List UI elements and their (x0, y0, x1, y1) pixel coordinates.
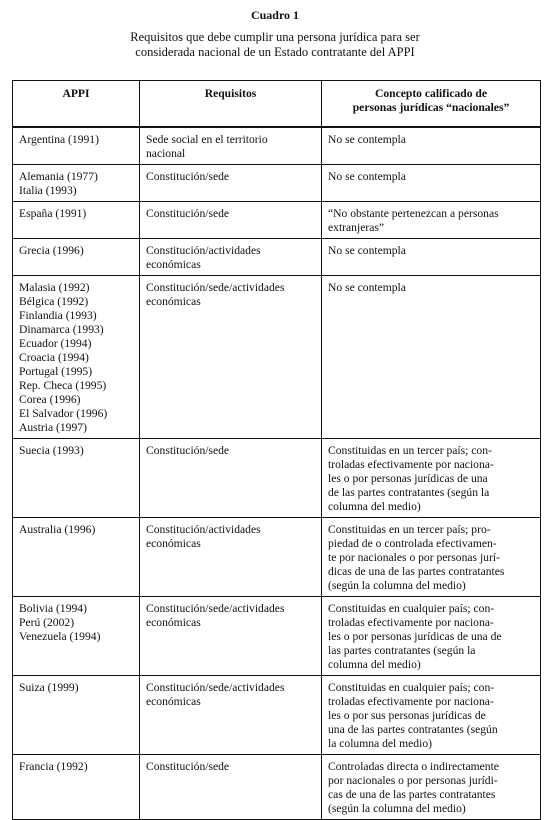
table-caption: Cuadro 1 (250, 8, 300, 22)
header-label: APPI (62, 87, 90, 100)
header-concepto (322, 81, 541, 128)
table-title-line: Requisitos que debe cumplir una persona jurídica para ser (130, 30, 420, 44)
appi-cell (13, 676, 140, 755)
concepto-cell (322, 202, 541, 239)
appi-cell (13, 276, 140, 439)
cell-text: (según la columna del medio) (328, 579, 466, 592)
cell-text: les o por sus personas jurídicas de (328, 709, 486, 722)
cell-text: Constitución/sede (146, 760, 230, 773)
table-title (0, 30, 550, 60)
cell-text: Suiza (1999) (19, 681, 79, 694)
requisitos-cell (140, 755, 322, 820)
table-row (13, 676, 541, 755)
cell-text: económicas (146, 258, 201, 271)
cell-text: económicas (146, 695, 201, 708)
appi-cell (13, 239, 140, 276)
concepto-cell (322, 127, 541, 165)
appi-cell (13, 755, 140, 820)
header-label: personas jurídicas “nacionales” (352, 101, 510, 114)
cell-text: económicas (146, 537, 201, 550)
cell-text: El Salvador (1996) (19, 407, 108, 420)
cell-text: troladas efectivamente por naciona- (328, 458, 494, 471)
cell-text: Portugal (1995) (19, 365, 93, 378)
requisitos-cell (140, 239, 322, 276)
cell-text: Constitución/sede (146, 170, 230, 183)
cell-text: Italia (1993) (19, 184, 77, 197)
requisitos-cell (140, 202, 322, 239)
cell-text: nacional (146, 147, 186, 160)
cell-text: Constituidas en cualquier país; con- (328, 681, 495, 694)
cell-text: Corea (1996) (19, 393, 81, 406)
requisitos-cell (140, 518, 322, 597)
cell-text: Venezuela (1994) (19, 630, 101, 643)
cell-text: dicas de una de las partes contratantes (328, 565, 505, 578)
appi-cell (13, 127, 140, 165)
cell-text: Alemania (1977) (19, 170, 98, 183)
cell-text: Controladas directa o indirectamente (328, 760, 499, 773)
cell-text: Constituidas en cualquier país; con- (328, 602, 495, 615)
cell-text: las partes contratantes (según la (328, 644, 476, 657)
cell-text: No se contempla (328, 133, 406, 146)
cell-text: la columna del medio) (328, 737, 432, 750)
cell-text: Ecuador (1994) (19, 337, 92, 350)
header-label: Requisitos (204, 87, 257, 100)
cell-text: No se contempla (328, 170, 406, 183)
concepto-cell (322, 439, 541, 518)
header-requisitos (140, 81, 322, 128)
concepto-cell (322, 676, 541, 755)
cell-text: Constitución/sede/actividades (146, 681, 285, 694)
table-row (13, 276, 541, 439)
cell-text: Constitución/sede (146, 444, 230, 457)
cell-text: No se contempla (328, 244, 406, 257)
cell-text: Finlandia (1993) (19, 309, 97, 322)
cell-text: (según la columna del medio) (328, 802, 466, 815)
concepto-cell (322, 518, 541, 597)
table-row (13, 202, 541, 239)
header-row (13, 81, 541, 128)
requisitos-cell (140, 276, 322, 439)
cell-text: Constitución/actividades (146, 244, 261, 257)
cell-text: Rep. Checa (1995) (19, 379, 107, 392)
cell-text: les o por personas jurídicas de una de (328, 630, 502, 643)
concepto-cell (322, 755, 541, 820)
requisitos-cell (140, 597, 322, 676)
table-row (13, 239, 541, 276)
table-row (13, 518, 541, 597)
cell-text: Bélgica (1992) (19, 295, 89, 308)
cell-text: por nacionales o por personas jurídi- (328, 774, 498, 787)
requisitos-cell (140, 676, 322, 755)
cell-text: columna del medio) (328, 658, 421, 671)
requisitos-cell (140, 127, 322, 165)
cell-text: piedad de o controlada efectivamen- (328, 537, 497, 550)
cell-text: Perú (2002) (19, 616, 75, 629)
cell-text: Constitución/actividades (146, 523, 261, 536)
requisitos-cell (140, 165, 322, 202)
cell-text: Suecia (1993) (19, 444, 84, 457)
cell-text: Sede social en el territorio (146, 133, 268, 146)
cell-text: columna del medio) (328, 500, 421, 513)
cell-text: extranjeras” (328, 221, 384, 234)
cell-text: troladas efectivamente por naciona- (328, 616, 494, 629)
table-body (13, 127, 541, 820)
cell-text: una de las partes contratantes (según (328, 723, 498, 736)
table-row (13, 165, 541, 202)
appi-cell (13, 597, 140, 676)
cell-text: de las partes contratantes (según la (328, 486, 490, 499)
cell-text: Argentina (1991) (19, 133, 99, 146)
concepto-cell (322, 165, 541, 202)
table-row (13, 755, 541, 820)
cell-text: troladas efectivamente por naciona- (328, 695, 494, 708)
cell-text: No se contempla (328, 281, 406, 294)
header-label: Concepto calificado de (374, 87, 488, 100)
cell-text: Australia (1996) (19, 523, 96, 536)
cell-text: Dinamarca (1993) (19, 323, 104, 336)
cell-text: Malasia (1992) (19, 281, 90, 294)
requirements-table (12, 80, 541, 820)
cell-text: Francia (1992) (19, 760, 88, 773)
cell-text: Croacia (1994) (19, 351, 89, 364)
cell-text: Constituidas en un tercer país; pro- (328, 523, 491, 536)
cell-text: Constituidas en un tercer país; con- (328, 444, 492, 457)
cell-text: “No obstante pertenezcan a personas (328, 207, 499, 220)
requisitos-cell (140, 439, 322, 518)
cell-text: económicas (146, 616, 201, 629)
appi-cell (13, 202, 140, 239)
cell-text: Grecia (1996) (19, 244, 84, 257)
table-title-line: considerada nacional de un Estado contratante del APPI (135, 45, 415, 59)
cell-text: España (1991) (19, 207, 87, 220)
appi-cell (13, 165, 140, 202)
header-appi (13, 81, 140, 128)
cell-text: económicas (146, 295, 201, 308)
appi-cell (13, 518, 140, 597)
cell-text: te por nacionales o por personas jurí- (328, 551, 500, 564)
cell-text: Bolivia (1994) (19, 602, 87, 615)
cell-text: Constitución/sede (146, 207, 230, 220)
table-row (13, 439, 541, 518)
concepto-cell (322, 597, 541, 676)
appi-cell (13, 439, 140, 518)
cell-text: Austria (1997) (19, 421, 87, 434)
table-row (13, 597, 541, 676)
concepto-cell (322, 239, 541, 276)
concepto-cell (322, 276, 541, 439)
table-row (13, 127, 541, 165)
cell-text: cas de una de las partes contratantes (328, 788, 496, 801)
cell-text: Constitución/sede/actividades (146, 602, 285, 615)
cell-text: Constitución/sede/actividades (146, 281, 285, 294)
cell-text: les o por personas jurídicas de una (328, 472, 488, 485)
